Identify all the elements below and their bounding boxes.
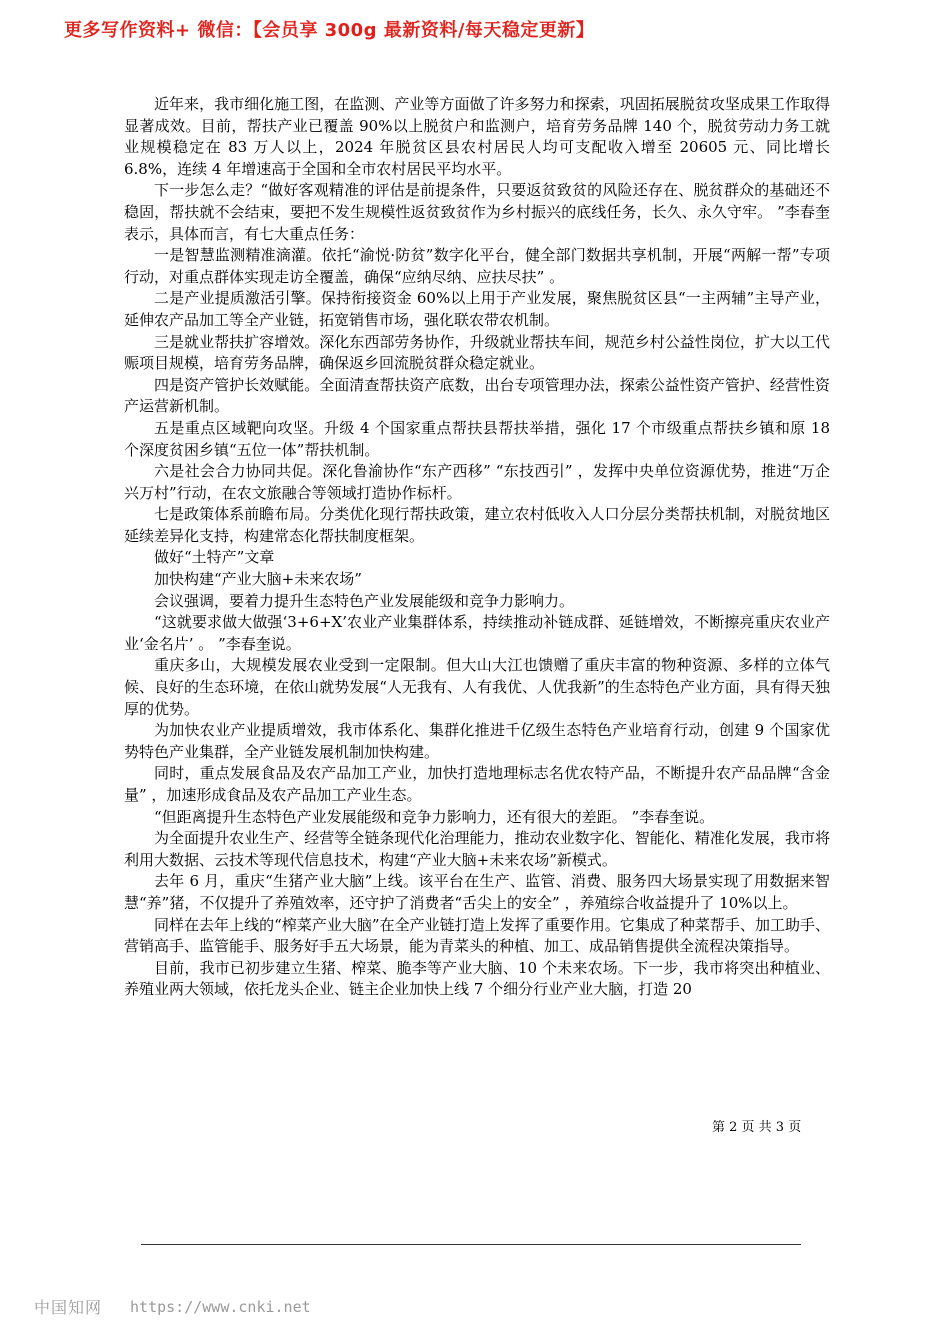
paragraph: 近年来，我市细化施工图，在监测、产业等方面做了许多努力和探索，巩固拓展脱贫攻坚成果工作取得显著成效。目前，帮扶产业已覆盖 90%以上脱贫户和监测户，培育劳务品牌 140 个，脱贫劳动力务工就业规模稳定在 83 万人以上，2024 年脱贫区县农村居民人均可支配收入增至 20605 元、同比增长 6.8%，连续 4 年增速高于全国和全市农村居民平均水平。	[124, 95, 830, 178]
paragraph: 五是重点区域靶向攻坚。升级 4 个国家重点帮扶县帮扶举措，强化 17 个市级重点帮扶乡镇和原 18 个深度贫困乡镇“五位一体”帮扶机制。	[124, 418, 830, 459]
article-body	[124, 94, 830, 1001]
section-subheading: 加快构建“产业大脑+未来农场”	[154, 570, 362, 589]
paragraph: 为加快农业产业提质增效，我市体系化、集群化推进千亿级生态特色产业培育行动，创建 9 个国家优势特色产业集群，全产业链发展机制加快构建。	[124, 721, 830, 761]
paragraph: “但距离提升生态特色产业发展能级和竞争力影响力，还有很大的差距。 ”李春奎说。	[154, 807, 715, 826]
promo-banner: 更多写作资料+ 微信：【会员享 300g 最新资料/每天稳定更新】	[64, 20, 595, 41]
cnki-logo-text: 中国知网	[34, 1298, 103, 1317]
paragraph: 三是就业帮扶扩容增效。深化东西部劳务协作，升级就业帮扶车间，规范乡村公益性岗位，扩大以工代赈项目规模，培育劳务品牌，确保返乡回流脱贫群众稳定就业。	[124, 332, 830, 373]
section-heading: 做好“土特产”文章	[154, 548, 275, 567]
paragraph: 四是资产管护长效赋能。全面清查帮扶资产底数，出台专项管理办法，探索公益性资产管护、经营性资产运营新机制。	[124, 375, 830, 416]
watermark	[34, 1295, 311, 1318]
paragraph: 会议强调，要着力提升生态特色产业发展能级和竞争力影响力。	[154, 591, 575, 610]
paragraph: 目前，我市已初步建立生猪、榨菜、脆李等产业大脑、10 个未来农场。下一步，我市将突出种植业、养殖业两大领域，依托龙头企业、链主企业加快上线 7 个细分行业产业大脑，打造 20	[124, 958, 830, 999]
paragraph: 重庆多山，大规模发展农业受到一定限制。但大山大江也馈赠了重庆丰富的物种资源、多样的立体气候、良好的生态环境，在依山就势发展“人无我有、人有我优、人优我新”的生态特色产业方面，具有得天独厚的优势。	[124, 656, 830, 718]
paragraph: 二是产业提质激活引擎。保持衔接资金 60%以上用于产业发展，聚焦脱贫区县“一主两辅”主导产业，延伸农产品加工等全产业链，拓宽销售市场，强化联农带农机制。	[124, 289, 830, 329]
paragraph: 去年 6 月，重庆“生猪产业大脑”上线。该平台在生产、监管、消费、服务四大场景实现了用数据来智慧“养”猪，不仅提升了养殖效率，还守护了消费者“舌尖上的安全” ，养殖综合收益提升了 10%以上。	[124, 872, 830, 912]
paragraph: “这就要求做大做强‘3+6+X’农业产业集群体系，持续推动补链成群、延链增效，不断擦亮重庆农业产业‘金名片’ 。 ”李春奎说。	[124, 613, 830, 653]
paragraph: 六是社会合力协同共促。深化鲁渝协作“东产西移” “东技西引” ，发挥中央单位资源优势，推进“万企兴万村”行动，在农文旅融合等领域打造协作标杆。	[124, 462, 830, 502]
paragraph: 七是政策体系前瞻布局。分类优化现行帮扶政策，建立农村低收入人口分层分类帮扶机制，对脱贫地区延续差异化支持，构建常态化帮扶制度框架。	[124, 505, 830, 545]
watermark-url[interactable]: https://www.cnki.net	[130, 1297, 311, 1316]
page-number: 第 2 页 共 3 页	[712, 1120, 802, 1135]
paragraph: 为全面提升农业生产、经营等全链条现代化治理能力，推动农业数字化、智能化、精准化发展，我市将利用大数据、云技术等现代信息技术，构建“产业大脑+未来农场”新模式。	[124, 829, 830, 869]
paragraph: 下一步怎么走？“做好客观精准的评估是前提条件，只要返贫致贫的风险还存在、脱贫群众的基础还不稳固，帮扶就不会结束，要把不发生规模性返贫致贫作为乡村振兴的底线任务，长久、永久守牢。 ”李春奎表示，具体而言，有七大重点任务：	[124, 181, 830, 243]
paragraph: 同时，重点发展食品及农产品加工产业，加快打造地理标志名优农特产品，不断提升农产品品牌“含金量” ，加速形成食品及农产品加工产业生态。	[124, 764, 830, 804]
paragraph: 同样在去年上线的“榨菜产业大脑”在全产业链打造上发挥了重要作用。它集成了种菜帮手、加工助手、营销高手、监管能手、服务好手五大场景，能为青菜头的种植、加工、成品销售提供全流程决策指导。	[124, 915, 830, 956]
footer-divider	[141, 1244, 801, 1245]
paragraph: 一是智慧监测精准滴灌。依托“渝悦·防贫”数字化平台，健全部门数据共享机制，开展“两解一帮”专项行动，对重点群体实现走访全覆盖，确保“应纳尽纳、应扶尽扶” 。	[124, 246, 830, 286]
